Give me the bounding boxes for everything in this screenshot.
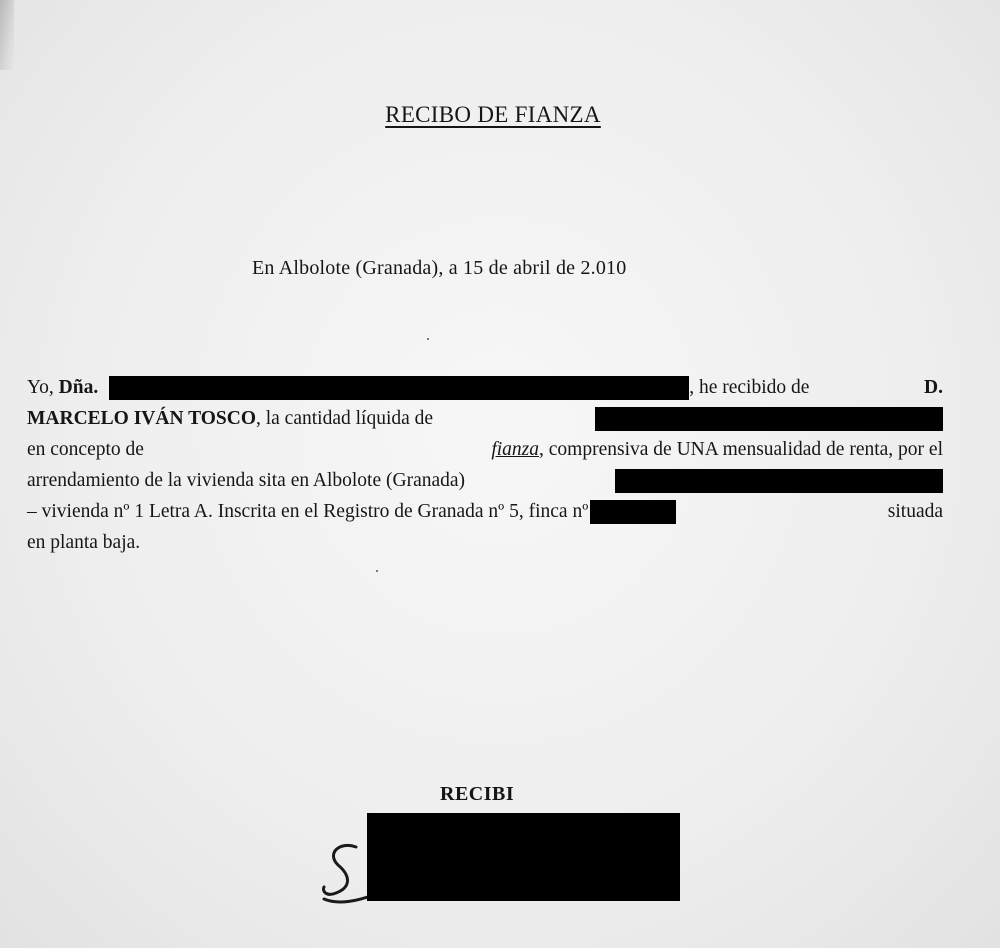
body-text-planta: en planta baja.	[27, 532, 141, 553]
redaction-signature	[367, 813, 680, 901]
body-text-cantidad: , la cantidad líquida de	[255, 408, 434, 429]
body-text-comprensiva: , comprensiva de UNA mensualidad de renta, por el	[539, 439, 943, 460]
body-line-2-left	[27, 403, 433, 434]
paper-speck	[376, 570, 378, 572]
body-text-dna: Dña.	[58, 377, 99, 398]
signature-heading: RECIBI	[440, 783, 515, 805]
body-text-vivienda: – vivienda nº 1 Letra A. Inscrita en el Registro de Granada nº 5, finca nº	[27, 501, 589, 522]
redaction-name	[109, 376, 689, 400]
body-line-3-right	[491, 434, 943, 465]
paper-speck	[427, 338, 429, 340]
body-text-situada: situada	[887, 501, 943, 522]
body-text-concepto: en concepto de	[27, 439, 144, 460]
page-edge-shadow	[0, 0, 14, 70]
body-line-5-left	[27, 496, 676, 527]
body-line-1	[27, 372, 943, 403]
dateline: En Albolote (Granada), a 15 de abril de 2.010	[252, 257, 627, 279]
body-text-fianza: fianza	[491, 439, 540, 460]
redaction-amount	[595, 407, 943, 431]
body-line-4	[27, 465, 943, 496]
document-title	[0, 102, 986, 128]
redaction-finca	[590, 500, 676, 524]
body-text-yo: Yo,	[27, 377, 54, 398]
document-title-text: RECIBO DE FIANZA	[385, 102, 601, 127]
body-line-5	[27, 496, 943, 527]
body-line-6	[27, 527, 943, 558]
body-text-arrendamiento: arrendamiento de la vivienda sita en Albolote (Granada)	[27, 470, 466, 491]
body-line-3	[27, 434, 943, 465]
body-line-2	[27, 403, 943, 434]
receipt-body	[27, 372, 943, 558]
body-text-payer-name: MARCELO IVÁN TOSCO	[27, 408, 256, 429]
body-text-recibido: , he recibido de	[689, 377, 810, 398]
redaction-address	[615, 469, 943, 493]
body-line-1-left	[27, 372, 809, 403]
body-text-d: D.	[924, 377, 943, 398]
